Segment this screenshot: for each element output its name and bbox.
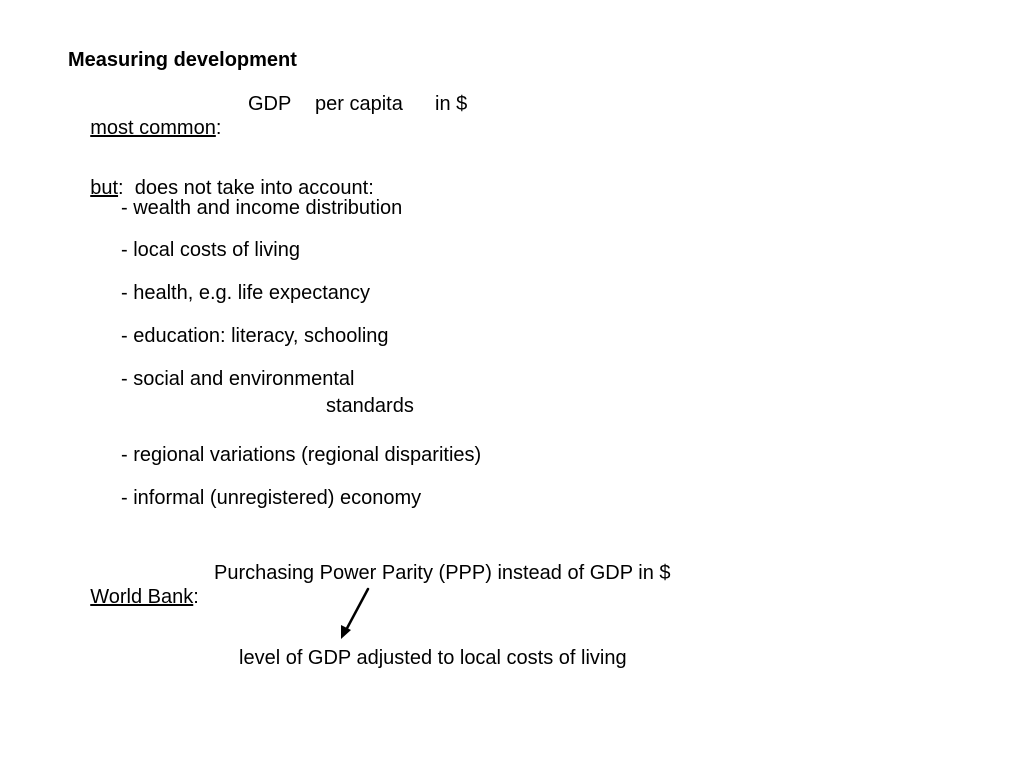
list-item: - social and environmental — [121, 368, 355, 390]
list-item: - regional variations (regional disparities) — [121, 444, 482, 466]
but-text: : does not take into account: — [118, 177, 374, 199]
list-item: - education: literacy, schooling — [121, 325, 389, 347]
most-common-sep: : — [215, 117, 222, 139]
list-item: - health, e.g. life expectancy — [121, 282, 371, 304]
slide-title: Measuring development — [68, 49, 297, 71]
arrow-down-left-icon — [330, 580, 380, 650]
adjusted-note: level of GDP adjusted to local costs of living — [239, 647, 627, 669]
list-item-continuation: standards — [326, 395, 414, 417]
in-dollar-text: in $ — [435, 93, 468, 115]
list-item: - local costs of living — [121, 239, 300, 261]
list-item: - wealth and income distribution — [121, 197, 403, 219]
world-bank-text: Purchasing Power Parity (PPP) instead of GDP in $ — [214, 562, 671, 584]
but-label: but — [90, 177, 119, 199]
world-bank-line — [68, 561, 671, 657]
most-common-label: most common — [90, 117, 216, 139]
world-bank-sep: : — [193, 586, 199, 608]
world-bank-label: World Bank — [90, 586, 194, 608]
list-item: - informal (unregistered) economy — [121, 487, 422, 509]
per-capita-text: per capita — [315, 93, 403, 115]
gdp-text: GDP — [248, 93, 292, 115]
